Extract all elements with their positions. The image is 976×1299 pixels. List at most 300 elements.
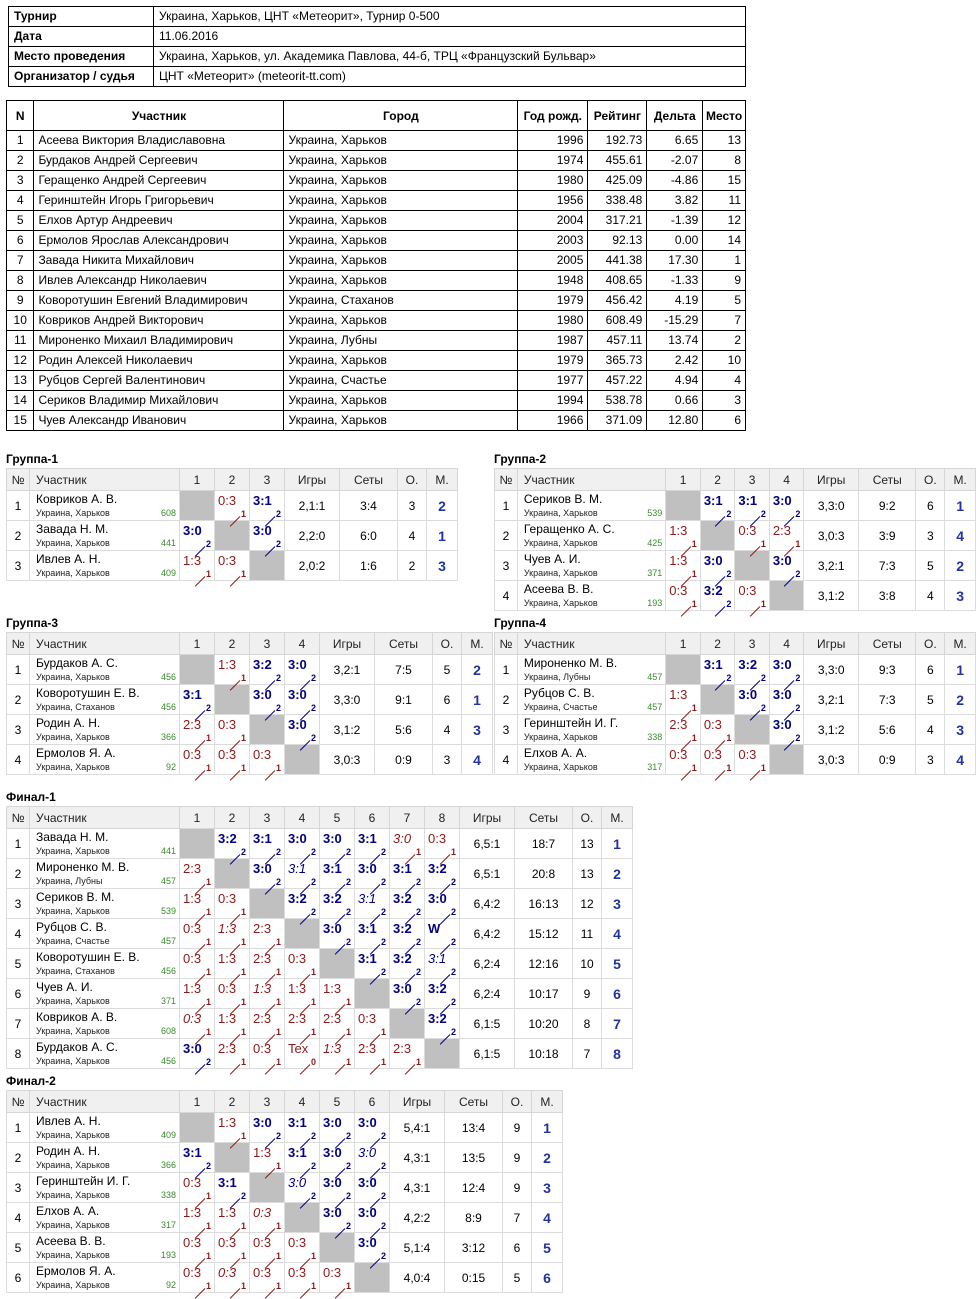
col-number: № <box>7 469 30 491</box>
player-city: Украина, Харьков <box>36 1250 110 1260</box>
player-city: Украина, Харьков <box>36 732 110 742</box>
games: 6,1:5 <box>460 1009 515 1039</box>
player-rating: 456 <box>160 702 176 712</box>
match-points: 2 <box>760 673 766 683</box>
match-score: 1:3 <box>183 981 202 996</box>
match-score: 3:1 <box>218 1175 237 1190</box>
match-score: 3:0 <box>358 1235 377 1250</box>
player-name: Чуев Александр Иванович <box>34 411 284 431</box>
delta: -15.29 <box>647 311 703 331</box>
result-cell <box>666 581 700 610</box>
group-header-row <box>7 1091 563 1113</box>
match-score: 2:3 <box>218 1041 237 1056</box>
col-opponent-2: 2 <box>215 469 250 491</box>
player-cell <box>30 1009 180 1039</box>
match-points: 1 <box>240 1131 246 1141</box>
match-points: 2 <box>795 509 801 519</box>
birth-year: 1977 <box>518 371 588 391</box>
match-score: 3:2 <box>393 951 412 966</box>
self-cell <box>180 491 215 521</box>
games: 3,1:2 <box>804 715 859 745</box>
result-cell <box>320 1203 354 1232</box>
match-points: 1 <box>310 1281 316 1291</box>
col-number: № <box>7 633 30 655</box>
player-cell <box>30 889 180 919</box>
group-row <box>7 949 633 979</box>
match-result <box>666 521 701 551</box>
match-result <box>285 979 320 1009</box>
result-cell <box>355 1173 389 1202</box>
player-name: Завада Н. М. <box>36 522 109 536</box>
match-points: 2 <box>415 997 421 1007</box>
place: 1 <box>427 521 458 551</box>
match-result <box>769 685 804 715</box>
row-number: 4 <box>7 745 30 775</box>
match-result <box>666 551 701 581</box>
player-city: Украина, Харьков <box>36 1130 110 1140</box>
match-result <box>215 1233 250 1263</box>
result-cell <box>320 1263 354 1292</box>
col-place: М. <box>532 1091 563 1113</box>
points: 7 <box>573 1039 602 1069</box>
birth-year: 1980 <box>518 171 588 191</box>
row-number: 2 <box>7 685 30 715</box>
rating: 371.09 <box>588 411 647 431</box>
player-name: Сериков В. М. <box>36 890 115 904</box>
player-name: Ковриков А. В. <box>36 1010 118 1024</box>
match-result <box>215 715 250 745</box>
result-cell <box>215 919 249 948</box>
result-cell <box>215 715 249 744</box>
match-score: 0:3 <box>183 1235 202 1250</box>
result-cell <box>215 829 249 858</box>
result-cell <box>215 551 249 580</box>
match-score: 3:0 <box>772 717 792 732</box>
place: 3 <box>945 715 976 745</box>
delta: 4.94 <box>647 371 703 391</box>
result-cell <box>215 491 249 520</box>
group-title: Финал-1 <box>6 790 56 804</box>
group-row <box>7 1009 633 1039</box>
match-points: 2 <box>726 569 732 579</box>
games: 4,2:2 <box>390 1203 445 1233</box>
match-score: 3:0 <box>253 861 272 876</box>
place: 2 <box>532 1143 563 1173</box>
header-place: Место <box>703 101 746 131</box>
col-opponent-4: 4 <box>285 1091 320 1113</box>
match-result <box>700 551 735 581</box>
col-opponent-4: 4 <box>285 633 320 655</box>
player-name: Коворотушин Е. В. <box>36 950 140 964</box>
match-result <box>180 1039 215 1069</box>
col-sets: Сеты <box>375 633 433 655</box>
participant-row <box>7 191 746 211</box>
match-points: 1 <box>275 1281 281 1291</box>
result-cell <box>355 1009 389 1038</box>
match-points: 1 <box>345 1027 351 1037</box>
match-score: 3:1 <box>703 657 723 672</box>
points: 7 <box>503 1203 532 1233</box>
match-points: 1 <box>345 997 351 1007</box>
place: 2 <box>462 655 493 685</box>
result-cell <box>701 655 735 684</box>
player-cell <box>517 491 665 521</box>
place: 1 <box>532 1113 563 1143</box>
match-score: 3:0 <box>772 687 792 702</box>
row-number: 7 <box>7 1009 30 1039</box>
match-points: 2 <box>415 967 421 977</box>
player-rating: 371 <box>160 996 176 1006</box>
birth-year: 1994 <box>518 391 588 411</box>
match-score: 1:3 <box>218 951 237 966</box>
self-cell <box>700 521 735 551</box>
result-cell <box>285 1173 319 1202</box>
match-score: 0:3 <box>428 831 447 846</box>
match-result <box>285 685 320 715</box>
match-result <box>285 1009 320 1039</box>
result-cell <box>425 919 459 948</box>
player-rating: 457 <box>160 876 176 886</box>
points: 4 <box>398 521 427 551</box>
row-number: 5 <box>7 211 34 231</box>
match-score: 0:3 <box>288 1235 307 1250</box>
col-sets: Сеты <box>340 469 398 491</box>
city: Украина, Харьков <box>284 351 518 371</box>
match-score: 3:1 <box>288 861 307 876</box>
player-cell <box>30 655 180 685</box>
match-score: 0:3 <box>703 747 722 762</box>
match-result <box>215 1203 250 1233</box>
sets: 7:5 <box>375 655 433 685</box>
group-row <box>7 979 633 1009</box>
match-score: 3:0 <box>772 553 792 568</box>
match-score: 3:1 <box>288 1115 307 1130</box>
col-sets: Сеты <box>515 807 573 829</box>
sets: 10:17 <box>515 979 573 1009</box>
result-cell <box>770 655 804 684</box>
player-name: Геринштейн И. Г. <box>523 716 619 730</box>
birth-year: 2004 <box>518 211 588 231</box>
row-number: 8 <box>7 271 34 291</box>
match-points: 0 <box>310 1057 316 1067</box>
player-name: Сериков В. М. <box>523 492 603 506</box>
match-points: 2 <box>760 703 766 713</box>
row-number: 12 <box>7 351 34 371</box>
place: 1 <box>602 829 633 859</box>
group-row <box>495 491 976 521</box>
city: Украина, Счастье <box>284 371 518 391</box>
result-cell <box>215 1113 249 1142</box>
match-points: 1 <box>760 539 766 549</box>
match-result <box>355 1143 390 1173</box>
place: 12 <box>703 211 746 231</box>
group-row <box>7 1039 633 1069</box>
col-player: Участник <box>517 633 665 655</box>
player-city: Украина, Харьков <box>523 762 598 772</box>
group-row <box>7 1203 563 1233</box>
result-cell <box>320 829 354 858</box>
player-name: Чуев А. И. <box>523 552 581 566</box>
result-cell <box>250 1203 284 1232</box>
match-result <box>355 1113 390 1143</box>
match-score: 3:0 <box>428 891 447 906</box>
match-points: 1 <box>310 1027 316 1037</box>
participant-row <box>7 231 746 251</box>
city: Украина, Харьков <box>284 311 518 331</box>
match-result <box>666 745 701 775</box>
match-score: 3:0 <box>323 1205 342 1220</box>
match-result <box>250 1143 285 1173</box>
player-city: Украина, Харьков <box>36 906 110 916</box>
match-result <box>355 1039 390 1069</box>
match-score: 0:3 <box>288 1265 307 1280</box>
info-value: Украина, Харьков, ул. Академика Павлова, 44-б, ТРЦ «Французский Бульвар» <box>154 47 746 67</box>
info-label: Дата <box>9 27 154 47</box>
result-cell <box>250 1263 284 1292</box>
match-points: 1 <box>205 1191 211 1201</box>
sets: 0:9 <box>375 745 433 775</box>
match-points: 2 <box>310 1161 316 1171</box>
match-points: 1 <box>760 763 766 773</box>
match-points: 2 <box>726 509 732 519</box>
place: 15 <box>703 171 746 191</box>
sets: 5:6 <box>858 715 916 745</box>
score-divider <box>750 770 761 781</box>
col-points: О. <box>433 633 462 655</box>
match-result <box>390 829 425 859</box>
participant-row <box>7 271 746 291</box>
match-score: 0:3 <box>218 553 237 568</box>
rating: 192.73 <box>588 131 647 151</box>
rating: 408.65 <box>588 271 647 291</box>
match-points: 1 <box>275 1251 281 1261</box>
result-cell <box>180 521 214 550</box>
rating: 92.13 <box>588 231 647 251</box>
info-label: Организатор / судья <box>9 67 154 87</box>
result-cell <box>666 715 700 744</box>
match-score: 0:3 <box>669 747 688 762</box>
match-result <box>285 1233 320 1263</box>
match-result <box>215 1173 250 1203</box>
info-label: Место проведения <box>9 47 154 67</box>
result-cell <box>701 581 735 610</box>
games: 2,0:2 <box>285 551 340 581</box>
match-result <box>769 715 804 745</box>
match-result <box>320 1113 355 1143</box>
match-score: 1:3 <box>183 891 202 906</box>
match-result <box>769 491 804 521</box>
match-result <box>320 1009 355 1039</box>
col-opponent-2: 2 <box>215 807 250 829</box>
match-points: 2 <box>795 733 801 743</box>
games: 3,3:0 <box>804 491 859 521</box>
group-row <box>7 1173 563 1203</box>
points: 9 <box>503 1143 532 1173</box>
match-score: 3:0 <box>772 493 792 508</box>
rating: 457.11 <box>588 331 647 351</box>
sets: 15:12 <box>515 919 573 949</box>
match-points: 2 <box>345 1161 351 1171</box>
match-score: 1:3 <box>669 687 688 702</box>
player-rating: 457 <box>647 672 663 682</box>
group-header-row <box>495 633 976 655</box>
match-points: 2 <box>275 1131 281 1141</box>
group-row <box>7 1233 563 1263</box>
col-opponent-1: 1 <box>180 807 215 829</box>
games: 6,5:1 <box>460 859 515 889</box>
group-header-row <box>495 469 976 491</box>
row-number: 6 <box>7 1263 30 1293</box>
group-row <box>495 551 976 581</box>
match-result <box>769 655 804 685</box>
games: 6,4:2 <box>460 889 515 919</box>
result-cell <box>355 1113 389 1142</box>
match-score: 0:3 <box>183 951 202 966</box>
match-result <box>390 949 425 979</box>
place: 1 <box>945 655 976 685</box>
result-cell <box>355 829 389 858</box>
result-cell <box>215 745 249 774</box>
row-number: 1 <box>7 655 30 685</box>
match-points: 2 <box>275 847 281 857</box>
result-cell <box>666 745 700 774</box>
match-points: 2 <box>310 907 316 917</box>
match-result <box>735 491 770 521</box>
player-rating: 456 <box>160 966 176 976</box>
match-result <box>700 715 735 745</box>
match-score: 3:0 <box>288 657 307 672</box>
match-points: 1 <box>275 997 281 1007</box>
points: 2 <box>398 551 427 581</box>
match-result <box>180 1009 215 1039</box>
player-rating: 456 <box>160 1056 176 1066</box>
match-result <box>320 829 355 859</box>
place: 5 <box>602 949 633 979</box>
match-points: 1 <box>205 569 211 579</box>
place: 1 <box>945 491 976 521</box>
points: 11 <box>573 919 602 949</box>
player-rating: 193 <box>647 598 663 608</box>
match-points: 2 <box>205 1057 211 1067</box>
match-score: 0:3 <box>218 493 237 508</box>
match-score: Tex <box>288 1041 309 1056</box>
match-result <box>250 829 285 859</box>
games: 6,1:5 <box>460 1039 515 1069</box>
match-score: 3:0 <box>358 1205 377 1220</box>
match-points: 2 <box>760 509 766 519</box>
result-cell <box>180 551 214 580</box>
match-result <box>666 685 701 715</box>
col-place: М. <box>602 807 633 829</box>
self-cell <box>769 745 804 775</box>
group-title: Группа-2 <box>494 452 547 466</box>
place: 1 <box>462 685 493 715</box>
match-score: 3:1 <box>393 861 412 876</box>
row-number: 1 <box>495 491 518 521</box>
participant-row <box>7 371 746 391</box>
col-place: М. <box>945 633 976 655</box>
points: 6 <box>916 491 945 521</box>
group-row <box>495 685 976 715</box>
match-result <box>355 1173 390 1203</box>
games: 3,0:3 <box>320 745 375 775</box>
result-cell <box>180 919 214 948</box>
player-name: Мироненко М. В. <box>36 860 130 874</box>
result-cell <box>425 829 459 858</box>
games: 6,5:1 <box>460 829 515 859</box>
match-points: 1 <box>275 1161 281 1171</box>
player-rating: 608 <box>160 508 176 518</box>
match-points: 1 <box>240 997 246 1007</box>
result-cell <box>250 1009 284 1038</box>
points: 6 <box>503 1233 532 1263</box>
player-city: Украина, Харьков <box>36 508 110 518</box>
place: 13 <box>703 131 746 151</box>
result-cell <box>770 521 804 550</box>
result-cell <box>285 829 319 858</box>
result-cell <box>355 919 389 948</box>
match-score: 2:3 <box>253 1011 272 1026</box>
match-result <box>390 1039 425 1069</box>
col-games: Игры <box>804 633 859 655</box>
match-result <box>180 1263 215 1293</box>
result-cell <box>285 979 319 1008</box>
match-score: 2:3 <box>183 861 202 876</box>
player-cell <box>30 919 180 949</box>
group-row <box>7 1263 563 1293</box>
match-score: 3:1 <box>703 493 723 508</box>
group-row <box>7 551 458 581</box>
match-result <box>735 581 770 611</box>
match-points: 2 <box>726 673 732 683</box>
sets: 3:9 <box>858 521 916 551</box>
match-score: 1:3 <box>218 1205 237 1220</box>
games: 5,4:1 <box>390 1113 445 1143</box>
match-score: 3:0 <box>772 657 792 672</box>
match-result <box>250 949 285 979</box>
match-result <box>355 1233 390 1263</box>
group-table <box>6 806 633 1069</box>
group-row <box>7 1143 563 1173</box>
match-points: 1 <box>240 967 246 977</box>
participant-row <box>7 211 746 231</box>
match-points: 1 <box>240 907 246 917</box>
result-cell <box>735 655 769 684</box>
final-1 <box>6 790 633 1069</box>
group-4 <box>494 616 976 775</box>
group-table <box>494 468 976 611</box>
match-score: 0:3 <box>218 891 237 906</box>
player-name: Рубцов С. В. <box>36 920 107 934</box>
sets: 12:4 <box>445 1173 503 1203</box>
games: 3,3:0 <box>320 685 375 715</box>
result-cell <box>285 685 319 714</box>
score-divider <box>715 770 726 781</box>
player-cell <box>30 745 180 775</box>
match-points: 1 <box>205 1027 211 1037</box>
match-score: 3:0 <box>393 981 412 996</box>
col-opponent-6: 6 <box>355 807 390 829</box>
match-score: 1:3 <box>253 1145 272 1160</box>
player-city: Украина, Стаханов <box>36 966 115 976</box>
match-points: 2 <box>275 673 281 683</box>
player-rating: 317 <box>160 1220 176 1230</box>
match-points: 2 <box>450 907 456 917</box>
match-points: 2 <box>795 569 801 579</box>
match-points: 1 <box>415 847 421 857</box>
match-result <box>320 1263 355 1293</box>
result-cell <box>320 919 354 948</box>
